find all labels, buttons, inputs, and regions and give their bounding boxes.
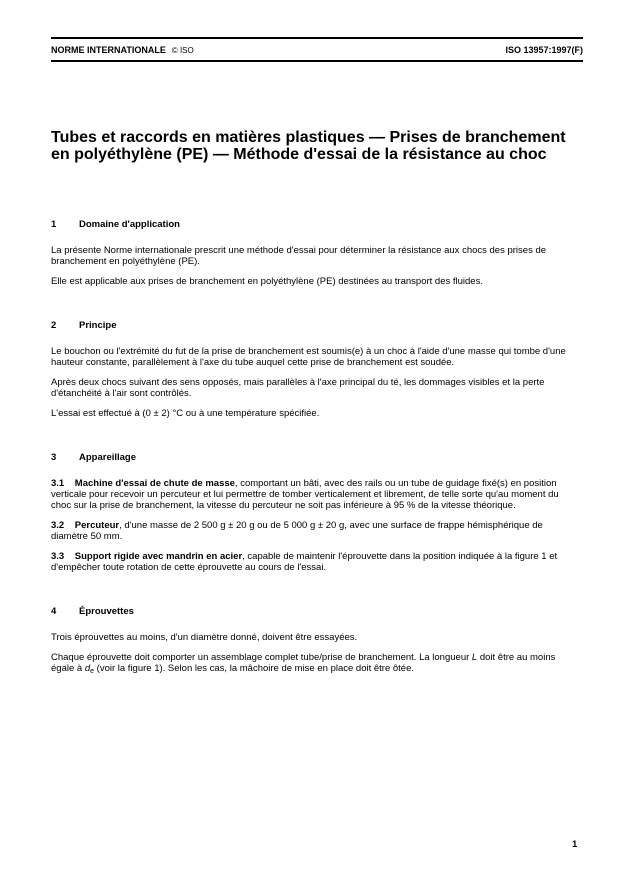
document-body xyxy=(51,219,581,674)
clause-number: 3.3 xyxy=(51,551,65,562)
header-bottom-rule xyxy=(51,60,583,62)
clause-3-3 xyxy=(51,551,581,573)
section-title: Éprouvettes xyxy=(79,606,134,617)
page-number: 1 xyxy=(572,839,578,850)
clause-term: Machine d'essai de chute de masse xyxy=(74,478,235,489)
text-run: doit être au moins égale à xyxy=(51,652,556,674)
paragraph: La présente Norme internationale prescrit une méthode d'essai pour déterminer la résistance aux chocs des prises de branchement en polyéthylène (PE). xyxy=(51,245,547,267)
section-4-heading xyxy=(51,606,581,618)
text-run: (voir la figure 1). Selon les cas, la mâchoire de mise en place doit être ôtée. xyxy=(94,663,415,674)
clause-text: , d'une masse de 2 500 g ± 20 g ou de 5 000 g ± 20 g, avec une surface de frappe hémisphérique de diamètre 50 mm. xyxy=(51,520,543,542)
clause-term: Support rigide avec mandrin en acier xyxy=(74,551,243,562)
clause-number: 3.1 xyxy=(51,478,65,489)
section-number: 3 xyxy=(51,452,57,463)
section-title: Appareillage xyxy=(79,452,137,463)
section-number: 1 xyxy=(51,219,57,230)
clause-text: , capable de maintenir l'éprouvette dans la position indiquée à la figure 1 et d'empêcher toute rotation de cette éprouvette au cours de l'essai. xyxy=(51,551,558,573)
section-title: Domaine d'application xyxy=(79,219,180,230)
standard-reference: ISO 13957:1997(F) xyxy=(505,44,583,55)
document-title xyxy=(51,129,586,163)
symbol-length: L xyxy=(471,652,478,663)
section-1-heading xyxy=(51,219,581,231)
paragraph: Elle est applicable aux prises de branchement en polyéthylène (PE) destinées au transport des fluides. xyxy=(51,276,483,287)
title-line-2: en polyéthylène (PE) — Méthode d'essai de la résistance au choc xyxy=(51,146,547,163)
paragraph: L'essai est effectué à (0 ± 2) °C ou à une température spécifiée. xyxy=(51,408,320,419)
paragraph: Trois éprouvettes au moins, d'un diamètre donné, doivent être essayées. xyxy=(51,632,358,643)
section-2-heading xyxy=(51,320,581,332)
paragraph: Après deux chocs suivant des sens opposés, mais parallèles à l'axe principal du té, les dommages visibles et la perte d'étanchéité à l'air sont contrôlés. xyxy=(51,377,545,399)
section-number: 2 xyxy=(51,320,57,331)
header-left xyxy=(51,45,194,55)
clause-number: 3.2 xyxy=(51,520,65,531)
clause-3-2 xyxy=(51,520,581,542)
section-title: Principe xyxy=(79,320,117,331)
section-3-heading xyxy=(51,452,581,464)
copyright-text: © ISO xyxy=(171,45,194,55)
standard-label: NORME INTERNATIONALE xyxy=(51,44,166,55)
paragraph xyxy=(51,652,581,674)
section-number: 4 xyxy=(51,606,57,617)
symbol-subscript: e xyxy=(90,668,95,675)
text-run: Chaque éprouvette doit comporter un assemblage complet tube/prise de branchement. La longueur xyxy=(51,652,472,663)
symbol-diameter: d xyxy=(84,663,91,674)
clause-text: , comportant un bâti, avec des rails ou un tube de guidage fixé(s) en position verticale pour recevoir un percuteur et lui permettre de tomber verticalement et librement, de telle sorte qu'au moment du choc sur la prise de branchement, la vitesse du percuteur ne soit pas inférieure à 95 % de la vitesse théorique. xyxy=(51,478,559,511)
clause-term: Percuteur xyxy=(74,520,120,531)
paragraph: Le bouchon ou l'extrémité du fut de la prise de branchement est soumis(e) à un choc à l'aide d'une masse qui tombe d'une hauteur constante, parallèlement à l'axe du tube auquel cette prise de branchement est soudée. xyxy=(51,346,566,368)
title-line-1: Tubes et raccords en matières plastiques — Prises de branchement xyxy=(51,129,566,146)
page-header xyxy=(51,37,583,62)
clause-3-1 xyxy=(51,478,581,511)
